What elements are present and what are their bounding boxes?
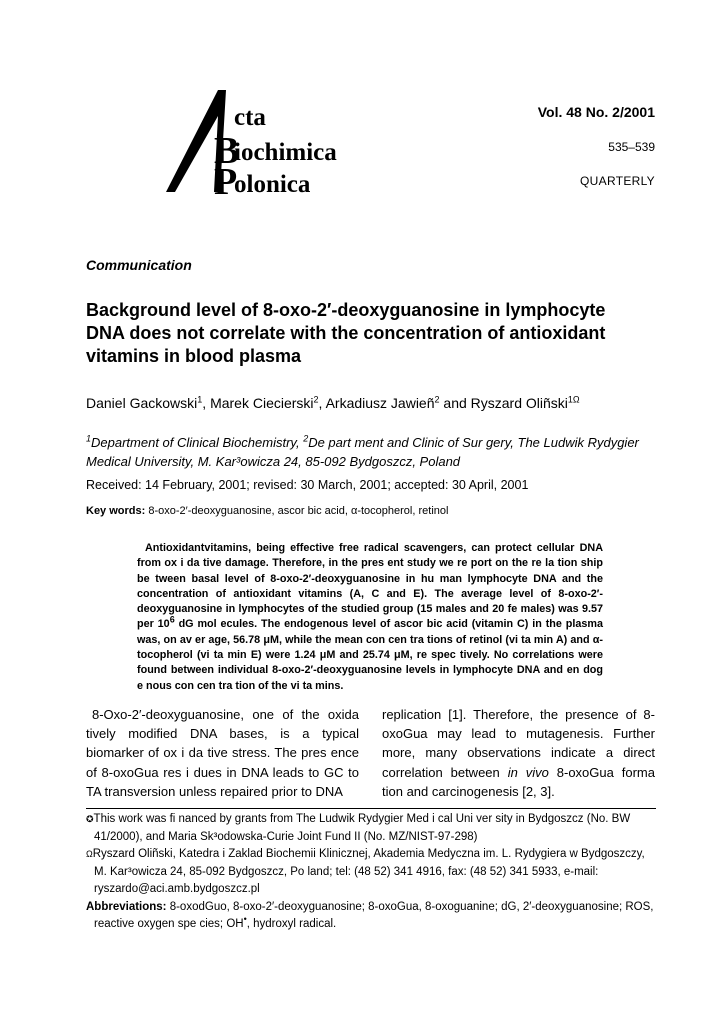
author-name: Daniel Gackowski — [86, 395, 198, 411]
page-range: 535–539 — [608, 140, 655, 154]
author-sup: 1Ω — [567, 394, 580, 405]
author-sup: 2 — [434, 394, 440, 405]
abbreviations-label: Abbreviations: — [86, 900, 167, 913]
author-sep: , — [202, 395, 211, 411]
footnotes — [86, 808, 656, 934]
funding-mark: ✪ — [86, 814, 94, 824]
logo-word-biochimica: iochimica — [234, 139, 337, 166]
affiliations — [86, 433, 656, 471]
abbreviations-text: 8-oxodGuo, 8-oxo-2′-deoxyguanosine; 8-oxoGua, 8-oxoguanine; dG, 2′-deoxyguanosine; ROS, reactive oxygen spe cies; OH — [94, 900, 654, 930]
article-title: Background level of 8-oxo-2′-deoxyguanosine in lymphocyte DNA does not correlate with the concentration of antioxidant vitamins in blood plasma — [86, 300, 606, 366]
body-right-text-2: 8-oxoGua forma tion and carcinogenesis [2, 3]. — [382, 764, 655, 799]
author-name: Arkadiusz Jawieñ — [325, 395, 435, 411]
body-column-right — [382, 705, 655, 801]
author-name: Marek Ciecierski — [210, 395, 314, 411]
keywords-text: 8-oxo-2′-deoxyguanosine, ascor bic acid, α-tocopherol, retinol — [148, 505, 449, 517]
corresponding-mark: Ω — [86, 849, 93, 859]
radical-dot: • — [243, 914, 247, 925]
body-right-text-1: replication [1]. Therefore, the presence of 8-oxoGua may lead to mutagenesis. Further more, many observations indicate a direct correlation between — [382, 707, 655, 780]
footnote-funding — [86, 811, 656, 846]
volume-issue: Vol. 48 No. 2/2001 — [537, 104, 655, 120]
article-type: Communication — [86, 257, 192, 273]
abstract-exponent: 6 — [169, 614, 175, 625]
corresponding-text: Ryszard Oliñski, Katedra i Zaklad Biochemii Klinicznej, Akademia Medyczna im. L. Rydygiera w Bydgoszczy, M. Kar³owicza 24, 85-092 Bydgoszcz, Po land; tel: (48 52) 341 4916, fax: (48 52) 341 5933, e-mail: ryszardo@aci.amb.bydgoszcz.pl — [92, 848, 645, 895]
keywords-label: Key words: — [86, 505, 146, 517]
footnote-abbreviations — [86, 899, 656, 934]
author-name: Ryszard Oliñski — [470, 395, 568, 411]
body-column-left: 8-Oxo-2′-deoxyguanosine, one of the oxida tively modified DNA bases, is a typical biomarker of ox i da tive stress. The pres ence of 8-oxoGua res i dues in DNA leads to GC to TA transversion unless repaired prior to DNA — [86, 707, 359, 799]
author-sep: and — [439, 395, 471, 411]
abstract-text-1: Antioxidantvitamins, being effective free radical scavengers, can protect cellular DNA from ox i da tive damage. Therefore, in the pres ent study we re port on the re la tion ship be tween basal level of 8-oxo-2′-deoxyguanosine in hu man lymphocyte DNA and the concentration of antioxidant vitamins (A, C and E). The average level of 8-oxo-2′-deoxyguanosine in lymphocytes of the studied group (15 males and 20 fe males) was 9.57 per 10 — [137, 542, 603, 631]
logo-word-polonica: olonica — [234, 171, 311, 198]
history-dates: Received: 14 February, 2001; revised: 30 March, 2001; accepted: 30 April, 2001 — [86, 478, 529, 492]
abstract — [137, 541, 603, 694]
affiliation-2: De part ment and Clinic of Sur gery, The Ludwik Rydygier Medical University, M. Kar³owicza 24, 85-092 Bydgoszcz, Poland — [86, 435, 639, 469]
journal-logo — [166, 86, 386, 196]
keywords — [86, 505, 448, 517]
funding-text: This work was fi nanced by grants from The Ludwik Rydygier Med i cal Uni ver sity in Bydgoszcz (No. BW 41/2000), and Maria Sk³odowska-Curie Joint Fund II (No. MZ/NIST-97-298) — [93, 813, 631, 843]
affiliation-1: Department of Clinical Biochemistry, — [91, 435, 304, 450]
logo-word-acta: cta — [234, 104, 266, 131]
affil-sup: 1 — [86, 433, 92, 444]
svg-text:P: P — [214, 161, 238, 196]
author-sup: 1 — [197, 394, 203, 405]
body-right-italic: in vivo — [507, 764, 549, 780]
abstract-text-2: dG mol ecules. The endogenous level of ascor bic acid (vitamin C) in the plasma was, on av er age, 56.78 μM, while the mean con cen tra tions of retinol (vi ta min A) and α-tocopherol (vi ta min E) were 1.24 μM and 25.74 μM, re spec tively. No correlations were found between individual 8-oxo-2′-deoxyguanosine levels in lymphocyte DNA and en dog e nous con cen tra tion of the vi ta mins. — [137, 618, 603, 692]
footnote-corresponding — [86, 846, 656, 899]
svg-text:B: B — [214, 130, 240, 172]
publication-frequency: QUARTERLY — [580, 174, 655, 188]
journal-info — [538, 104, 655, 188]
author-list — [86, 395, 580, 411]
abbreviations-end: , hydroxyl radical. — [246, 918, 337, 930]
author-sep: , — [318, 395, 326, 411]
affil-sup: 2 — [303, 433, 309, 444]
author-sup: 2 — [313, 394, 319, 405]
